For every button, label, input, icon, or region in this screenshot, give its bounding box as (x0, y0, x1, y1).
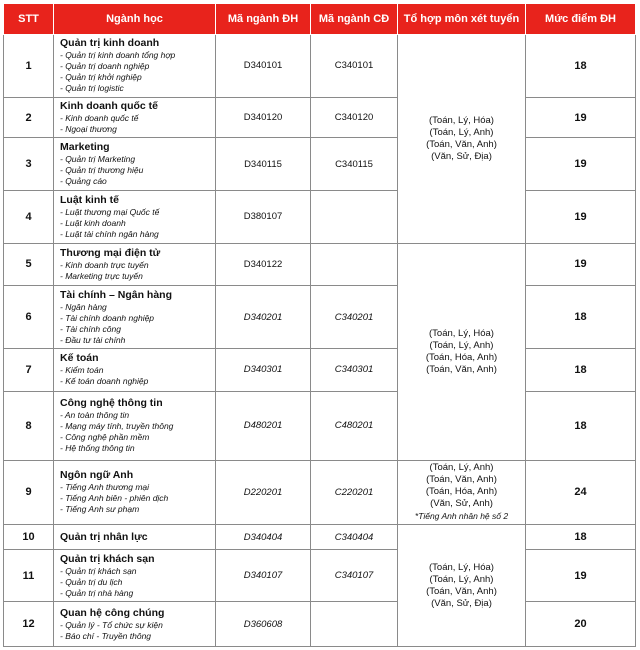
major-name: Thương mại điện tử (60, 246, 161, 259)
major-name: Ngôn ngữ Anh (60, 469, 134, 482)
row-stt: 6 (4, 286, 54, 349)
row-code-cd: C340115 (311, 138, 398, 191)
table-row (4, 97, 636, 138)
row-code-cd: C340120 (311, 97, 398, 138)
header-major: Ngành học (54, 4, 216, 35)
combo-line: (Văn, Sử, Anh) (430, 498, 493, 510)
sub-major: - Quảng cáo (60, 176, 107, 187)
sub-major: - Quản trị logistic (60, 83, 124, 94)
combo-line: (Toán, Lý, Anh) (429, 126, 494, 138)
sub-major: - Quản trị thương hiệu (60, 165, 144, 176)
row-major (54, 525, 216, 549)
sub-major: - Quản trị khởi nghiệp (60, 72, 142, 83)
header-stt: STT (4, 4, 54, 35)
sub-major: - Kiểm toán (60, 365, 104, 376)
combo-line: (Toán, Hóa, Anh) (425, 486, 498, 498)
sub-major: - Quản trị nhà hàng (60, 587, 134, 598)
sub-major: - Kinh doanh trực tuyến (60, 259, 149, 270)
sub-major: - Tiếng Anh sư phạm (60, 504, 140, 515)
sub-major: - Mạng máy tính, truyền thông (60, 421, 174, 432)
major-name: Quản trị kinh doanh (60, 37, 160, 50)
row-code-dh: D340120 (216, 97, 311, 138)
sub-major: - Quản lý - Tổ chức sự kiện (60, 619, 163, 630)
row-major (54, 602, 216, 647)
major-name: Quản trị nhân lực (60, 530, 148, 543)
row-code-dh: D340122 (216, 243, 311, 286)
header-score: Mức điểm ĐH (526, 4, 636, 35)
sub-major: - An toàn thông tin (60, 410, 130, 421)
major-name: Kinh doanh quốc tế (60, 100, 158, 113)
row-major (54, 460, 216, 525)
row-stt: 7 (4, 349, 54, 392)
major-name: Luật kinh tế (60, 193, 119, 206)
row-code-cd: C340404 (311, 525, 398, 549)
row-code-dh: D340404 (216, 525, 311, 549)
row-score: 19 (526, 549, 636, 602)
sub-major: - Quản trị du lịch (60, 576, 123, 587)
sub-major: - Quản trị khách sạn (60, 565, 137, 576)
row-stt: 8 (4, 391, 54, 460)
row-code-cd: C340107 (311, 549, 398, 602)
major-name: Quản trị khách sạn (60, 552, 155, 565)
sub-major: - Quản trị kinh doanh tổng hợp (60, 50, 176, 61)
major-name: Marketing (60, 141, 110, 154)
sub-major: - Công nghệ phần mềm (60, 432, 150, 443)
row-major (54, 191, 216, 244)
sub-major: - Luật tài chính ngân hàng (60, 228, 159, 239)
combo-line: (Văn, Sử, Địa) (431, 150, 492, 162)
row-score: 18 (526, 349, 636, 392)
row-score: 24 (526, 460, 636, 525)
sub-major: - Marketing trực tuyến (60, 270, 143, 281)
row-stt: 2 (4, 97, 54, 138)
combo-line: (Toán, Hóa, Anh) (425, 351, 498, 363)
sub-major: - Tiếng Anh biên - phiên dịch (60, 493, 169, 504)
major-name: Kế toán (60, 352, 99, 365)
row-code-dh: D360608 (216, 602, 311, 647)
row-major (54, 349, 216, 392)
row-stt: 4 (4, 191, 54, 244)
row-code-cd (311, 191, 398, 244)
admissions-table (3, 3, 636, 647)
row-code-cd (311, 243, 398, 286)
sub-major: - Tài chính công (60, 323, 121, 334)
combo-line: (Toán, Lý, Hóa) (429, 327, 494, 339)
sub-major: - Quản trị doanh nghiệp (60, 61, 150, 72)
combo-line: (Toán, Văn, Anh) (426, 138, 497, 150)
table-row (4, 460, 636, 525)
sub-major: - Tiếng Anh thương mại (60, 482, 150, 493)
sub-major: - Luật thương mại Quốc tế (60, 206, 160, 217)
row-code-dh: D340201 (216, 286, 311, 349)
combo-line: (Toán, Lý, Anh) (429, 339, 494, 351)
row-major (54, 138, 216, 191)
sub-major: - Ngoại thương (60, 124, 117, 135)
row-major (54, 549, 216, 602)
combo-line: (Văn, Sử, Địa) (431, 597, 492, 609)
row-score: 19 (526, 138, 636, 191)
table-row (4, 349, 636, 392)
sub-major: - Báo chí - Truyền thông (60, 630, 152, 641)
row-major (54, 35, 216, 98)
row-code-dh: D340107 (216, 549, 311, 602)
combo-line: (Toán, Lý, Anh) (429, 573, 494, 585)
row-code-dh: D380107 (216, 191, 311, 244)
row-combo (398, 460, 526, 525)
row-code-cd: C340101 (311, 35, 398, 98)
row-major (54, 97, 216, 138)
row-stt: 1 (4, 35, 54, 98)
table-row (4, 525, 636, 549)
row-major (54, 391, 216, 460)
row-score: 18 (526, 525, 636, 549)
row-stt: 9 (4, 460, 54, 525)
header-row (4, 4, 636, 35)
row-code-cd: C340301 (311, 349, 398, 392)
row-code-cd (311, 602, 398, 647)
sub-major: - Hệ thống thông tin (60, 443, 135, 454)
row-combo (398, 243, 526, 460)
header-code-dh: Mã ngành ĐH (216, 4, 311, 35)
row-stt: 12 (4, 602, 54, 647)
table-row (4, 602, 636, 647)
combo-line: (Toán, Văn, Anh) (426, 474, 497, 486)
header-combo: Tổ hợp môn xét tuyển (398, 4, 526, 35)
combo-line: (Toán, Văn, Anh) (426, 585, 497, 597)
row-major (54, 243, 216, 286)
row-code-dh: D220201 (216, 460, 311, 525)
row-stt: 10 (4, 525, 54, 549)
table-row (4, 243, 636, 286)
combo-note: *Tiếng Anh nhân hệ số 2 (414, 511, 509, 522)
header-code-cd: Mã ngành CĐ (311, 4, 398, 35)
sub-major: - Luật kinh doanh (60, 217, 126, 228)
row-code-cd: C220201 (311, 460, 398, 525)
row-code-dh: D340101 (216, 35, 311, 98)
row-code-dh: D340301 (216, 349, 311, 392)
sub-major: - Kế toán doanh nghiệp (60, 376, 149, 387)
combo-line: (Toán, Lý, Hóa) (429, 561, 494, 573)
major-name: Công nghệ thông tin (60, 397, 163, 410)
table-row (4, 191, 636, 244)
table-row (4, 286, 636, 349)
row-score: 18 (526, 391, 636, 460)
combo-line: (Toán, Lý, Anh) (429, 462, 494, 474)
sub-major: - Tài chính doanh nghiệp (60, 312, 155, 323)
major-name: Tài chính – Ngân hàng (60, 288, 173, 301)
row-stt: 3 (4, 138, 54, 191)
row-score: 20 (526, 602, 636, 647)
row-score: 18 (526, 286, 636, 349)
row-code-cd: C340201 (311, 286, 398, 349)
table-row (4, 138, 636, 191)
table-row (4, 391, 636, 460)
row-score: 19 (526, 97, 636, 138)
sub-major: - Đầu tư tài chính (60, 334, 126, 345)
sub-major: - Kinh doanh quốc tế (60, 113, 139, 124)
row-code-dh: D340115 (216, 138, 311, 191)
sub-major: - Ngân hàng (60, 301, 107, 312)
combo-line: (Toán, Văn, Anh) (426, 363, 497, 375)
row-stt: 5 (4, 243, 54, 286)
row-code-cd: C480201 (311, 391, 398, 460)
row-score: 18 (526, 35, 636, 98)
row-combo (398, 35, 526, 244)
row-stt: 11 (4, 549, 54, 602)
row-combo (398, 525, 526, 647)
row-code-dh: D480201 (216, 391, 311, 460)
sub-major: - Quản trị Marketing (60, 154, 136, 165)
row-score: 19 (526, 243, 636, 286)
table-row (4, 35, 636, 98)
row-score: 19 (526, 191, 636, 244)
row-major (54, 286, 216, 349)
table-row (4, 549, 636, 602)
combo-line: (Toán, Lý, Hóa) (429, 114, 494, 126)
major-name: Quan hệ công chúng (60, 606, 165, 619)
